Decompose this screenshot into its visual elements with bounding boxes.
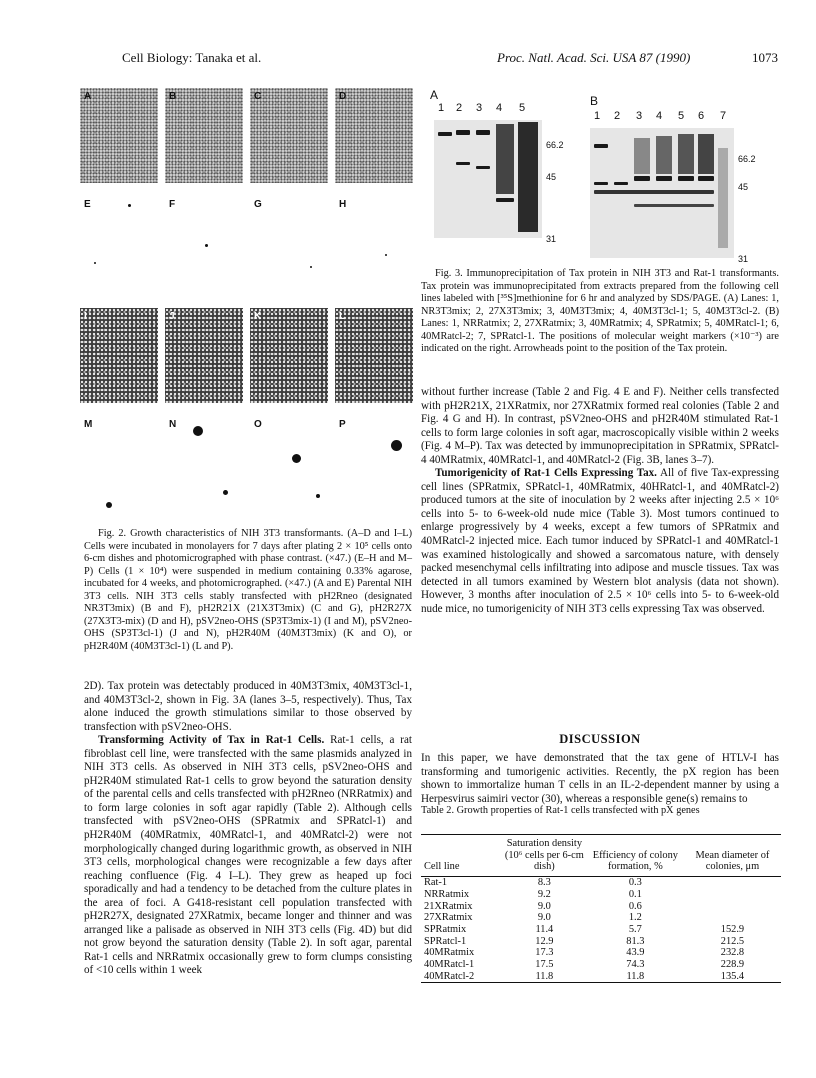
- mw-marker: 45: [738, 182, 749, 192]
- gel-b: [590, 128, 734, 258]
- right-column-text: [421, 386, 779, 616]
- section-heading: Tumorigenicity of Rat-1 Cells Expressing Tax.: [435, 467, 657, 480]
- micrograph-panel-a: A: [80, 88, 158, 183]
- discussion-heading: DISCUSSION: [559, 732, 641, 746]
- micrograph-panel-f: F: [165, 196, 243, 291]
- mw-marker: 45: [546, 172, 557, 182]
- micrograph-panel-e: E: [80, 196, 158, 291]
- lane-number: 7: [720, 110, 727, 122]
- micrograph-panel-p: P: [335, 416, 413, 514]
- table-row: 21XRatmix 9.0 0.6: [424, 900, 642, 912]
- micrograph-panel-g: G: [250, 196, 328, 291]
- lane-number: 3: [476, 102, 483, 114]
- panel-a-label: A: [430, 88, 439, 102]
- lane-number: 5: [519, 102, 526, 114]
- table-2-title: Table 2. Growth properties of Rat-1 cells transfected with pX genes: [421, 805, 700, 816]
- table-row: 40MRatcl-1 17.5 74.3 228.9: [424, 959, 745, 971]
- mw-marker: 66.2: [738, 154, 756, 164]
- lane-number: 2: [614, 110, 621, 122]
- discussion-text: [421, 752, 779, 806]
- micrograph-panel-l: L: [335, 308, 413, 403]
- figure-2: [80, 88, 415, 518]
- micrograph-panel-j: J: [165, 308, 243, 403]
- table-row: SPRatmix 11.4 5.7 152.9: [424, 923, 745, 935]
- paragraph: Transforming Activity of Tax in Rat-1 Cells. Rat-1 cells, a rat fibroblast cell line, were transfected with the same plasmids analyzed in NIH 3T3 cells. As observed in NIH 3T3 cells, pSV2neo-OHS and pH2R40M stimulated Rat-1 cells to grow beyond the saturation density of the parental cells and cells transfected with pH2Rneo (NRRatmix) and to form large colonies in soft agar rapidly (Table 2). Although cells transfected with pSV2neo-OHS (SPRatmix and SPRatcl-1) and pH2R40M (40MRatmix, 40MRatcl-1, and 40MRatcl-2) were not morphologically changed during logarithmic growth, as observed in NIH 3T3 cells, morphological changes were recognizable a few days after reaching confluence (Fig. 4 I–L). They grew as heaped up foci sporadically and had a tendency to be detached from the culture plates in the area of foci. A G418-resistant cell population transfected with pH2R27X, designated 27XRatmix, became longer and thinner and was arranged like a palisade as observed in NIH 3T3 cells (Fig. 4D) but did not grow beyond the saturation density (Table 2). In soft agar, parental Rat-1 cells and NRRatmix occasionally grew to form clumps consisting of <10 cells within 1 week: [84, 734, 412, 977]
- table-row: Rat-1 8.3 0.3: [424, 877, 642, 889]
- lane-number: 6: [698, 110, 705, 122]
- column-header: Saturation density (10⁶ cells per 6-cm dish): [504, 838, 584, 873]
- section-heading: Transforming Activity of Tax in Rat-1 Cells.: [98, 734, 325, 747]
- lane-number: 4: [656, 110, 663, 122]
- column-header: Mean diameter of colonies, μm: [695, 849, 770, 873]
- micrograph-panel-n: N: [165, 416, 243, 514]
- page-number: 1073: [752, 50, 778, 65]
- micrograph-panel-c: C: [250, 88, 328, 183]
- figure-2-caption: Fig. 2. Growth characteristics of NIH 3T3 transformants. (A–D and I–L) Cells were incubated in monolayers for 7 days after plating 2 × 10⁵ cells onto 6-cm dishes and photomicrographed with phase contrast. (×47.) (E–H and M–P) Cells (1 × 10⁴) were suspended in medium containing 0.33% agarose, incubated for 4 weeks, and photomicrographed. (×47.) (A and E) Parental NIH 3T3 cells. NIH 3T3 cells stably transfected with pH2Rneo (designated NR3T3mix) (B and F), pH2R21X (21X3T3mix) (C and G), pH2R27X (27X3T3-mix) (D and H), pSV2neo-OHS (SP3T3mix-1) (I and M), pSV2neo-OHS (SP3T3cl-1) (J and N), pH2R40M (40M3T3mix) (K and O), or pH2R40M (40M3T3cl-1) (L and P).: [84, 528, 413, 652]
- micrograph-panel-i: I: [80, 308, 158, 403]
- mw-marker: 31: [546, 234, 557, 244]
- lane-number: 1: [438, 102, 445, 114]
- paragraph: Tumorigenicity of Rat-1 Cells Expressing Tax. All of five Tax-expressing cell lines (SPRatmix, SPRatcl-1, 40MRatmix, 40HRatcl-1, and 40MRatcl-2) produced tumors at the site of inoculation by 2 weeks after injecting 2.5 × 10⁶ cells into 5- to 6-week-old nude mice (Table 3). Most tumors continued to enlarge progressively by 4 weeks, except a few tumors of SPRatmix and 40MRatcl-2 injected mice. Each tumor induced by SPRatcl-1 and 40MRatcl-1 was examined histologically and showed a sarcomatous nature, with densely packed mesenchymal cells infiltrating into adipose and muscle tissues. Tax was detected in all tumors examined by Western blot analysis (data not shown). However, 3 months after inoculation of 2.5 × 10⁶ cells into 5- to 6-week-old nude mice, no tumorigenicity of NIH 3T3 cells expressing Tax was observed.: [421, 467, 780, 615]
- table-row: 40MRatcl-2 11.8 11.8 135.4: [421, 971, 781, 983]
- micrograph-panel-d: D: [335, 88, 413, 183]
- micrograph-panel-o: O: [250, 416, 328, 514]
- gel-a: [434, 120, 542, 238]
- left-column-text: [84, 680, 412, 978]
- table-row: SPRatcl-1 12.9 81.3 212.5: [424, 935, 745, 947]
- micrograph-panel-k: K: [250, 308, 328, 403]
- micrograph-panel-m: M: [80, 416, 158, 514]
- micrograph-panel-b: B: [165, 88, 243, 183]
- mw-marker: 66.2: [546, 140, 564, 150]
- table-row: 27XRatmix 9.0 1.2: [424, 912, 642, 924]
- figure-3-caption: Fig. 3. Immunoprecipitation of Tax protein in NIH 3T3 and Rat-1 transformants. Tax protein was immunoprecipitated from extracts prepared from the following cell lines labeled with [³⁵S]methionine for 6 hr and analyzed by SDS/PAGE. (A) Lanes: 1, NR3T3mix; 2, 27X3T3mix; 3, 40M3T3mix; 4, 40M3T3cl-1; 5, 40M3T3cl-2. (B) Lanes: 1, NRRatmix; 2, 27XRatmix; 3, 40MRatmix; 4, SPRatmix; 5, 40MRatcl-1; 6, 40MRatcl-2; 7, SPRatcl-1. The positions of molecular weight markers (×10⁻³) are indicated on the right. Arrowheads point to the position of the Tax protein.: [421, 268, 779, 354]
- column-header: Efficiency of colony formation, %: [592, 849, 678, 873]
- lane-number: 4: [496, 102, 503, 114]
- column-header: Cell line: [424, 861, 460, 873]
- figure-3: [430, 88, 790, 268]
- table-row: 40MRatmix 17.3 43.9 232.8: [424, 947, 745, 959]
- table-2: [421, 834, 781, 983]
- mw-marker: 31: [738, 254, 749, 264]
- table-row: NRRatmix 9.2 0.1: [424, 888, 642, 900]
- paragraph: without further increase (Table 2 and Fig. 4 E and F). Neither cells transfected with pH2R21X, 21XRatmix, nor 27XRatmix formed real colonies (Table 2 and Fig. 4 G and H). In contrast, pSV2neo-OHS and pH2R40M stimulated Rat-1 cells to form large colonies in soft agar, macroscopically visible within 2 weeks (Fig. 4 M–P). Tax was detected by immunoprecipitation in SPRatmix, SPRatcl-4 40MRatmix, 40MRatcl-1, and 40MRatcl-2 (Fig. 3B, lanes 3–7).: [421, 386, 779, 466]
- lane-number: 3: [636, 110, 643, 122]
- panel-b-label: B: [590, 94, 599, 108]
- lane-number: 5: [678, 110, 685, 122]
- running-header-left: Cell Biology: Tanaka et al.: [122, 50, 262, 65]
- micrograph-panel-h: H: [335, 196, 413, 291]
- running-header-journal: Proc. Natl. Acad. Sci. USA 87 (1990): [497, 50, 691, 65]
- lane-number: 2: [456, 102, 463, 114]
- lane-number: 1: [594, 110, 601, 122]
- paragraph: In this paper, we have demonstrated that the tax gene of HTLV-I has transforming and tumorigenic activities. Recently, the pX region has been shown to immortalize human T cells in an IL-2-dependent manner by using a Herpesvirus saimiri vector (30), whereas a responsible gene(s) remains to: [421, 752, 779, 805]
- paragraph: 2D). Tax protein was detectably produced in 40M3T3mix, 40M3T3cl-1, and 40M3T3cl-2, shown in Fig. 3A (lanes 3–5, respectively). Thus, Tax alone induced the growth stimulations similar to those observed by transfection with pSV2neo-OHS.: [84, 680, 412, 733]
